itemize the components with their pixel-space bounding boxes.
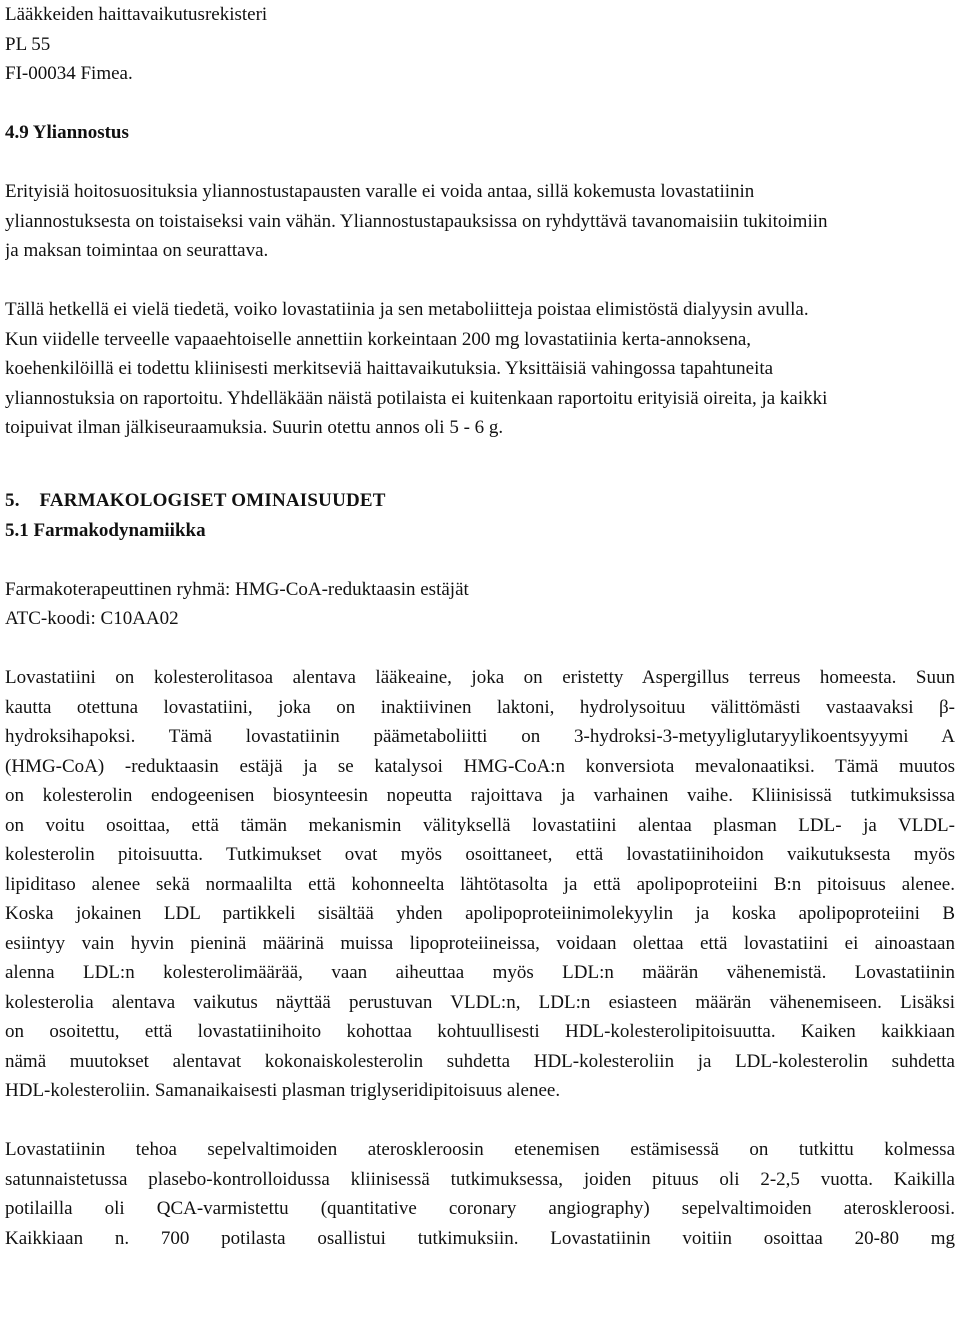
section-heading-4-9: 4.9 Yliannostus — [5, 122, 129, 143]
document-page — [5, 0, 955, 1253]
spacer — [5, 443, 955, 473]
contact-block — [5, 0, 955, 89]
text-line: alenna LDL:n kolesterolimäärää, vaan aiheuttaa myös LDL:n määrän vähenemistä. Lovastatiinin — [5, 962, 955, 983]
text-line: kolesterolia alentava vaikutus näyttää perustuvan VLDL:n, LDL:n esiasteen määrän vähenemiseen. Lisäksi — [5, 991, 955, 1013]
text-line: (HMG-CoA) -reduktaasin estäjä ja se katalysoi HMG-CoA:n konversiota mevalonaatiksi. Tämä muutos — [5, 755, 955, 777]
pharmacotherapeutic-group: Farmakoterapeuttinen ryhmä: HMG-CoA-reduktaasin estäjät — [5, 578, 469, 600]
spacer — [5, 472, 955, 486]
text-line: esiintyy vain hyvin pieninä määrinä muissa lipoproteiineissa, voidaan olettaa että lovastatiini ei ainoastaan — [5, 932, 955, 954]
atc-code: ATC-koodi: C10AA02 — [5, 608, 179, 629]
text-line: on kolesterolin endogeenisen biosynteesin nopeutta rajoittava ja varhainen vaihe. Kliinisissä tutkimuksissa — [5, 785, 955, 806]
text-line: Kun viidelle terveelle vapaaehtoiselle annettiin korkeintaan 200 mg lovastatiinia kerta-annoksena, — [5, 328, 752, 350]
paragraph-pharmacodynamics-1 — [5, 663, 955, 1106]
spacer — [5, 1106, 955, 1136]
paragraph-overdose-2 — [5, 295, 955, 443]
text-line: Lovastatiinin tehoa sepelvaltimoiden ateroskleroosin etenemisen estämisessä on tutkittu kolmessa — [5, 1139, 955, 1160]
paragraph-pharmacodynamics-2 — [5, 1135, 955, 1253]
text-line: satunnaistetussa plasebo-kontrolloidussa kliinisessä tutkimuksessa, joiden pituus oli 2-2,5 vuotta. Kaikilla — [5, 1168, 955, 1190]
text-line: Koska jokainen LDL partikkeli sisältää yhden apolipoproteiinimolekyylin ja koska apolipoproteiini B — [5, 903, 955, 924]
text-line: yliannostuksia on raportoitu. Yhdelläkään näistä potilaista ei kuitenkaan raportoitu erityisiä oireita, ja kaikki — [5, 387, 828, 409]
spacer — [5, 545, 955, 575]
spacer — [5, 266, 955, 296]
text-line: hydroksihapoksi. Tämä lovastatiinin päämetaboliitti on 3-hydroksi-3-metyyliglutaryylikoentsyyymi A — [5, 726, 955, 747]
text-line: potilailla oli QCA-varmistettu (quantitative coronary angiography) sepelvaltimoiden ateroskleroosi. — [5, 1198, 955, 1219]
text-line: on osoitettu, että lovastatiinihoito kohottaa kohtuullisesti HDL-kolesterolipitoisuutta. Kaiken kaikkiaan — [5, 1021, 955, 1042]
text-line: yliannostuksesta on toistaiseksi vain vähän. Yliannostustapauksissa on ryhdyttävä tavanomaisiin tukitoimiin — [5, 210, 828, 232]
text-line: toipuivat ilman jälkiseuraamuksia. Suurin otettu annos oli 5 - 6 g. — [5, 417, 504, 438]
text-line: koehenkilöillä ei todettu kliinisesti merkitseviä haittavaikutuksia. Yksittäisiä vahingossa tapahtuneita — [5, 358, 774, 379]
spacer — [5, 148, 955, 178]
text-line: kautta otettuna lovastatiini, joka on inaktiivinen laktoni, hydrolysoituu välittömästi vastaavaksi β- — [5, 696, 955, 718]
contact-line: FI-00034 Fimea. — [5, 63, 133, 84]
contact-line: PL 55 — [5, 33, 51, 55]
section-heading-5: 5. FARMAKOLOGISET OMINAISUUDET — [5, 490, 386, 511]
text-line: nämä muutokset alentavat kokonaiskolesterolin suhdetta HDL-kolesteroliin ja LDL-kolesterolin suhdetta — [5, 1050, 955, 1072]
section-heading-5-1: 5.1 Farmakodynamiikka — [5, 519, 206, 541]
text-line: lipiditaso alenee sekä normaalilta että kohonneelta lähtötasolta ja että apolipoproteiini B:n pitoisuus alenee. — [5, 873, 955, 895]
text-line: Tällä hetkellä ei vielä tiedetä, voiko lovastatiinia ja sen metaboliitteja poistaa elimistöstä dialyysin avulla. — [5, 299, 809, 320]
contact-line: Lääkkeiden haittavaikutusrekisteri — [5, 4, 268, 25]
spacer — [5, 634, 955, 664]
text-line: Erityisiä hoitosuosituksia yliannostustapausten varalle ei voida antaa, sillä kokemusta lovastatiinin — [5, 181, 755, 202]
spacer — [5, 89, 955, 119]
paragraph-overdose-1 — [5, 177, 955, 266]
text-line: on voitu osoittaa, että tämän mekanismin välityksellä lovastatiini alentaa plasman LDL- ja VLDL- — [5, 814, 955, 836]
text-line: HDL-kolesteroliin. Samanaikaisesti plasman triglyseridipitoisuus alenee. — [5, 1080, 561, 1101]
text-line: ja maksan toimintaa on seurattava. — [5, 240, 269, 261]
text-line: Lovastatiini on kolesterolitasoa alentava lääkeaine, joka on eristetty Aspergillus terreus homeesta. Suun — [5, 667, 955, 688]
text-line: kolesterolin pitoisuutta. Tutkimukset ovat myös osoittaneet, että lovastatiinihoidon vaikutuksesta myös — [5, 844, 955, 865]
text-line: Kaikkiaan n. 700 potilasta osallistui tutkimuksiin. Lovastatiinin voitiin osoittaa 20-80 mg — [5, 1227, 955, 1249]
